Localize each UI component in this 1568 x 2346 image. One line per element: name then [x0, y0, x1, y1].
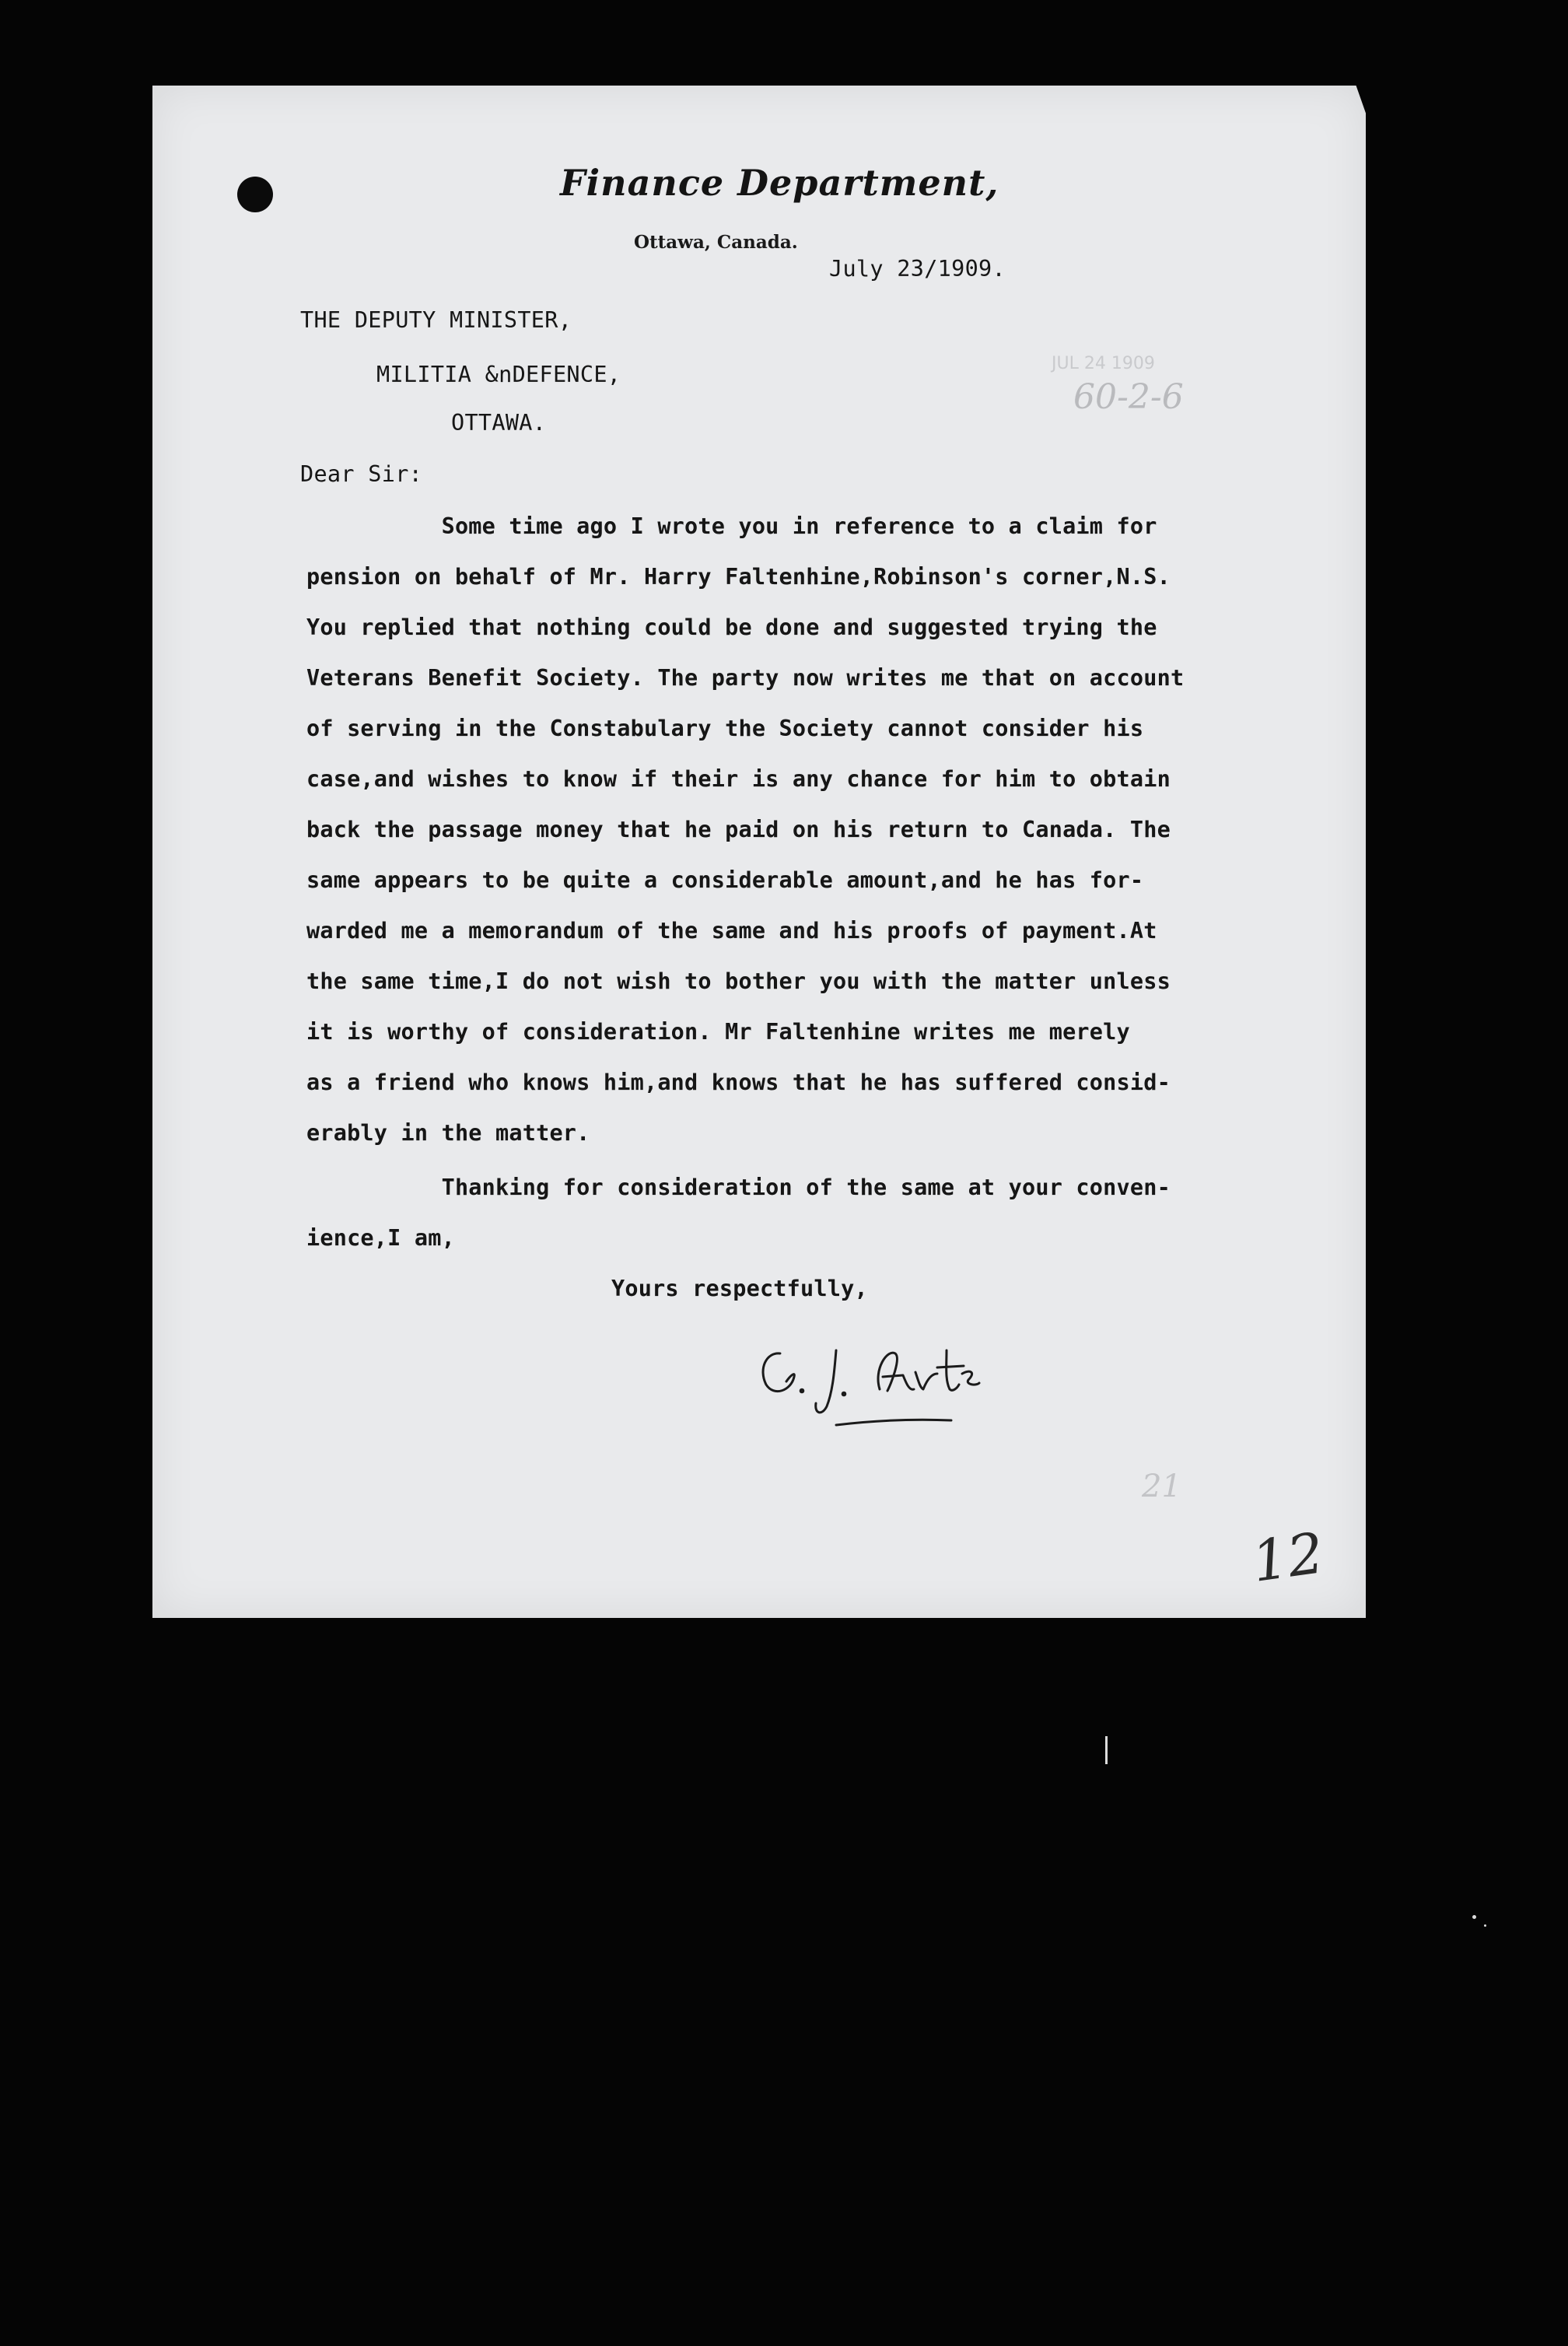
margin-note-21: 21 — [1142, 1469, 1181, 1504]
letterhead-location: Ottawa, Canada. — [634, 232, 798, 253]
punch-hole — [237, 177, 273, 212]
film-scratch — [1105, 1736, 1108, 1764]
letter-date: July 23/1909. — [829, 256, 1006, 282]
body-line: erably in the matter. — [306, 1120, 590, 1146]
received-stamp: JUL 24 1909 — [1052, 354, 1155, 373]
body-line: same appears to be quite a considerable amount,and he has for- — [306, 867, 1144, 893]
body-line: of serving in the Constabulary the Society cannot consider his — [306, 716, 1144, 741]
recipient-line-1: THE DEPUTY MINISTER, — [300, 307, 572, 333]
body-line: Some time ago I wrote you in reference to a claim for — [306, 513, 1157, 539]
closing-line: ience,I am, — [306, 1225, 455, 1251]
signature — [743, 1322, 1038, 1431]
letterhead-title: Finance Department, — [560, 162, 999, 204]
body-line: as a friend who knows him,and knows that he has suffered consid- — [306, 1070, 1171, 1095]
body-line: Veterans Benefit Society. The party now writes me that on account — [306, 665, 1185, 691]
file-number: 60-2-6 — [1073, 377, 1184, 417]
body-line: it is worthy of consideration. Mr Faltenhine writes me merely — [306, 1019, 1130, 1045]
film-speck — [1484, 1924, 1486, 1927]
valediction: Yours respectfully, — [611, 1276, 868, 1301]
body-line: the same time,I do not wish to bother you with the matter unless — [306, 968, 1171, 994]
film-speck — [1472, 1915, 1476, 1919]
body-line: warded me a memorandum of the same and his proofs of payment.At — [306, 918, 1157, 944]
body-line: pension on behalf of Mr. Harry Faltenhine,Robinson's corner,N.S. — [306, 564, 1171, 590]
body-line: case,and wishes to know if their is any chance for him to obtain — [306, 766, 1171, 792]
recipient-line-3: OTTAWA. — [451, 410, 547, 436]
closing-line: Thanking for consideration of the same at your conven- — [306, 1175, 1171, 1200]
recipient-line-2: MILITIA &nDEFENCE, — [376, 362, 621, 387]
margin-note-12: 12 — [1248, 1520, 1328, 1595]
body-line: back the passage money that he paid on his return to Canada. The — [306, 817, 1171, 842]
salutation: Dear Sir: — [300, 461, 423, 487]
body-line: You replied that nothing could be done and suggested trying the — [306, 615, 1157, 640]
